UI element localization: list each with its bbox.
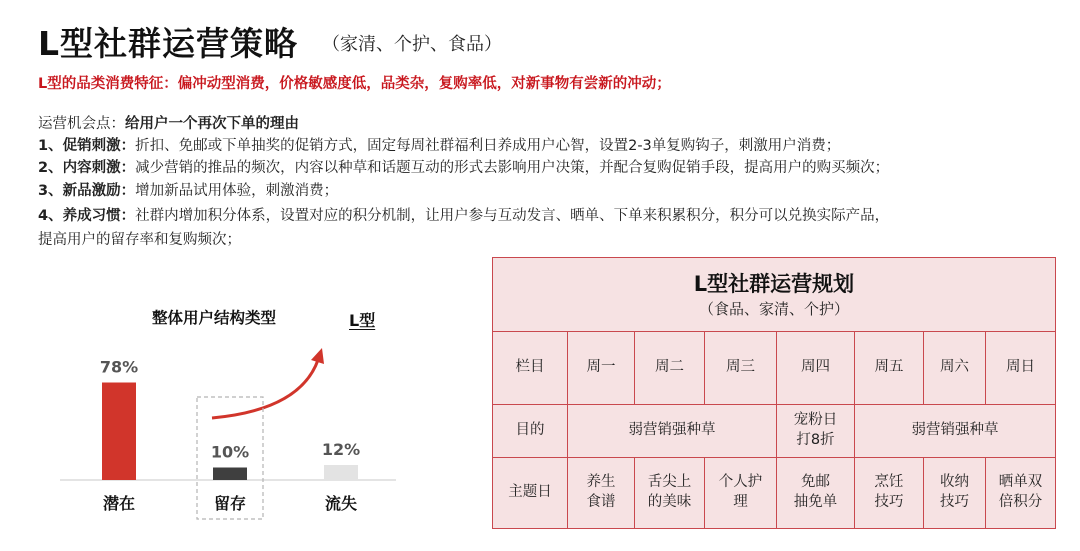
purpose-cell: 弱营销强种草 (855, 405, 1055, 458)
item-text: 减少营销的推品的频次，内容以种草和话题互动的形式去影响用户决策，并配合复购促销手段，提高用户的购买频次； (135, 160, 890, 176)
table-header-day: 周一 (568, 331, 635, 405)
category-label: 留存 (213, 494, 247, 513)
bar (102, 383, 136, 481)
table-header-column-label: 栏目 (493, 331, 568, 405)
item-text: 增加新品试用体验，刺激消费； (135, 183, 339, 199)
theme-cell: 烹饪 技巧 (855, 458, 924, 528)
bar-value-label: 10% (210, 442, 250, 462)
table-header-day: 周三 (705, 331, 777, 405)
theme-cell: 收纳 技巧 (924, 458, 986, 528)
bar-value-label: 78% (99, 357, 139, 377)
page-title: L型社群运营策略 (38, 24, 299, 63)
category-label: 流失 (324, 494, 358, 513)
item-head: 2、内容刺激： (38, 160, 136, 176)
theme-cell: 个人护 理 (705, 458, 777, 528)
operation-plan-table (492, 257, 1056, 529)
table-header-day: 周日 (986, 331, 1055, 405)
chart-title: 整体用户结构类型 (152, 309, 277, 327)
item-head: 4、养成习惯： (38, 208, 136, 224)
item-text: 提高用户的留存率和复购频次； (38, 232, 241, 248)
theme-cell: 免邮 抽免单 (777, 458, 855, 528)
chart-type-label: L型 (349, 311, 376, 330)
plan-subtitle: （食品、家清、个护） (698, 300, 849, 318)
user-structure-chart (60, 300, 420, 530)
table-header-day: 周二 (635, 331, 705, 405)
plan-title: L型社群运营规划 (693, 272, 855, 296)
opportunity-label: 运营机会点： (38, 116, 125, 132)
item-head: 1、促销刺激： (38, 138, 136, 154)
row-label-theme: 主题日 (493, 458, 568, 528)
opportunity-item (38, 134, 840, 155)
row-label-purpose: 目的 (493, 405, 568, 458)
purpose-cell: 宠粉日 打8折 (777, 405, 855, 458)
theme-cell: 舌尖上 的美味 (635, 458, 705, 528)
item-head: 3、新品激励： (38, 183, 136, 199)
table-header-day: 周六 (924, 331, 986, 405)
item-text: 社群内增加积分体系，设置对应的积分机制，让用户参与互动发言、晒单、下单来积累积分，积分可以兑换实际产品， (135, 208, 890, 224)
purpose-cell: 弱营销强种草 (568, 405, 777, 458)
opportunity-item (38, 179, 338, 200)
arrow-curve (212, 360, 318, 418)
opportunity-item-continued (38, 228, 241, 249)
bar (324, 465, 358, 480)
opportunity-value: 给用户一个再次下单的理由 (125, 116, 299, 132)
opportunity-item (38, 204, 889, 225)
table-header-day: 周四 (777, 331, 855, 405)
plan-header (493, 258, 1055, 332)
table-header-day: 周五 (855, 331, 924, 405)
page-subtitle: （家清、个护、食品） (322, 34, 502, 55)
category-feature: L型的品类消费特征：偏冲动型消费，价格敏感度低，品类杂，复购率低，对新事物有尝新的冲动； (38, 76, 671, 92)
theme-cell: 养生 食谱 (568, 458, 635, 528)
item-text: 折扣、免邮或下单抽奖的促销方式，固定每周社群福利日养成用户心智，设置2-3单复购钩子，刺激用户消费； (135, 138, 841, 154)
opportunity-line (38, 112, 299, 133)
category-label: 潜在 (102, 494, 136, 513)
bar (213, 468, 247, 481)
arrow-head-icon (311, 348, 324, 364)
bar-value-label: 12% (321, 440, 361, 459)
opportunity-item (38, 156, 889, 177)
theme-cell: 晒单双 倍积分 (998, 474, 1043, 510)
